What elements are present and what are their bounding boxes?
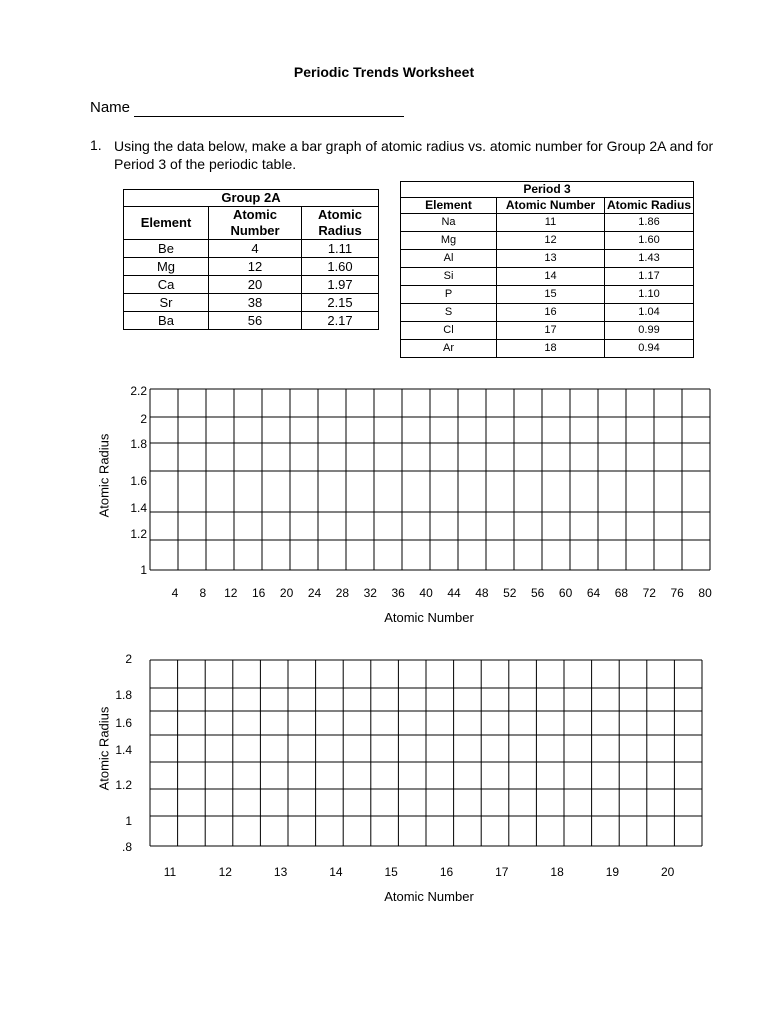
- y-tick-label: 1.6: [115, 716, 132, 730]
- group-2a-row: [124, 258, 379, 276]
- period-3-cell: 17: [497, 322, 605, 340]
- period-3-cell: 18: [497, 340, 605, 358]
- group-2a-row: [124, 312, 379, 330]
- period-3-cell: 1.17: [605, 268, 694, 286]
- group-2a-cell: Sr: [124, 294, 209, 312]
- name-blank-line[interactable]: [134, 116, 404, 117]
- x-tick-label: 64: [586, 586, 601, 600]
- period-3-cell: 15: [497, 286, 605, 304]
- x-tick-label: 72: [642, 586, 656, 600]
- x-tick-label: 60: [558, 586, 573, 600]
- group-2a-table: [123, 189, 379, 330]
- y-tick-label: .8: [121, 840, 132, 854]
- period-3-cell: S: [401, 304, 497, 322]
- x-tick-label: 56: [531, 586, 545, 600]
- x-tick-label: 17: [495, 865, 509, 879]
- group-2a-cell: Ba: [124, 312, 209, 330]
- x-tick-label: 15: [384, 865, 398, 879]
- period-3-row: [401, 214, 694, 232]
- group-2a-cell: 1.11: [302, 240, 379, 258]
- x-tick-label: 13: [273, 865, 288, 879]
- period-3-cell: Cl: [401, 322, 497, 340]
- x-tick-label: 24: [307, 586, 322, 600]
- period-3-cell: Al: [401, 250, 497, 268]
- x-tick-label: 32: [363, 586, 377, 600]
- y-tick-label: 1: [125, 814, 132, 828]
- x-tick-label: 16: [252, 586, 266, 600]
- x-tick-label: 16: [439, 865, 454, 879]
- x-tick-label: 28: [335, 586, 350, 600]
- period-3-cell: 1.10: [605, 286, 694, 304]
- period-3-cell: 0.99: [605, 322, 694, 340]
- period-3-cell: P: [401, 286, 497, 304]
- period-3-row: [401, 340, 694, 358]
- group-2a-cell: 12: [209, 258, 302, 276]
- period-3-cell: Mg: [401, 232, 497, 250]
- group-2a-caption: Group 2A: [124, 190, 379, 207]
- period-3-cell: 1.86: [605, 214, 694, 232]
- name-label: Name: [90, 99, 131, 116]
- period-3-row: [401, 268, 694, 286]
- period-3-cell: Ar: [401, 340, 497, 358]
- group-2a-row: [124, 240, 379, 258]
- group-2a-cell: Mg: [124, 258, 209, 276]
- x-tick-label: 40: [419, 586, 433, 600]
- x-tick-label: 12: [218, 865, 232, 879]
- y-tick-label: 1.6: [130, 474, 147, 488]
- x-tick-label: 19: [605, 865, 620, 879]
- x-tick-label: 68: [614, 586, 629, 600]
- period-3-cell: 1.60: [605, 232, 694, 250]
- x-tick-label: 20: [279, 586, 294, 600]
- x-tick-label: 76: [670, 586, 684, 600]
- period-3-caption: Period 3: [401, 182, 694, 198]
- y-tick-label: 2: [125, 652, 132, 666]
- y-axis-title: Atomic Radius: [96, 706, 112, 791]
- y-tick-label: 2: [140, 412, 147, 426]
- period-3-cell: 1.43: [605, 250, 694, 268]
- period-3-row: [401, 232, 694, 250]
- period-3-row: [401, 250, 694, 268]
- y-tick-label: 1.8: [115, 688, 132, 702]
- group-2a-cell: 1.60: [302, 258, 379, 276]
- period-3-header-radius: Atomic Radius: [605, 198, 694, 214]
- period-3-cell: Na: [401, 214, 497, 232]
- y-axis-title: Atomic Radius: [96, 433, 112, 518]
- group-2a-cell: Be: [124, 240, 209, 258]
- period-3-row: [401, 286, 694, 304]
- x-axis-title: Atomic Number: [384, 610, 474, 625]
- x-tick-label: 52: [503, 586, 517, 600]
- group-2a-cell: Ca: [124, 276, 209, 294]
- group-2a-cell: 56: [209, 312, 302, 330]
- x-tick-label: 18: [550, 865, 564, 879]
- period-3-header-number: Atomic Number: [497, 198, 605, 214]
- x-tick-label: 12: [224, 586, 238, 600]
- x-tick-label: 14: [329, 865, 343, 879]
- x-tick-label: 20: [661, 865, 675, 879]
- group-2a-cell: 2.17: [302, 312, 379, 330]
- period-3-header-element: Element: [401, 198, 497, 214]
- period-3-row: [401, 322, 694, 340]
- period-3-cell: Si: [401, 268, 497, 286]
- group-2a-header-element: Element: [124, 207, 209, 240]
- question-number: 1.: [90, 137, 102, 153]
- group-2a-row: [124, 294, 379, 312]
- y-tick-label: 1.8: [130, 437, 147, 451]
- y-tick-label: 1.2: [130, 527, 147, 541]
- x-tick-label: 80: [698, 586, 712, 600]
- group-2a-row: [124, 276, 379, 294]
- group-2a-cell: 1.97: [302, 276, 379, 294]
- x-tick-label: 36: [391, 586, 405, 600]
- period-3-cell: 12: [497, 232, 605, 250]
- x-tick-label: 48: [475, 586, 489, 600]
- period-3-cell: 11: [497, 214, 605, 232]
- group-2a-cell: 2.15: [302, 294, 379, 312]
- graph-grid: [0, 385, 768, 575]
- y-tick-label: 2.2: [130, 384, 147, 398]
- period-3-cell: 14: [497, 268, 605, 286]
- x-axis-title: Atomic Number: [384, 889, 474, 904]
- period-3-cell: 1.04: [605, 304, 694, 322]
- period-3-cell: 16: [497, 304, 605, 322]
- group-2a-cell: 20: [209, 276, 302, 294]
- x-tick-label: 44: [447, 586, 461, 600]
- x-tick-label: 11: [163, 865, 177, 879]
- y-tick-label: 1: [140, 563, 147, 577]
- period-3-cell: 0.94: [605, 340, 694, 358]
- period-3-table: [400, 181, 694, 358]
- y-tick-label: 1.4: [130, 501, 147, 515]
- y-tick-label: 1.4: [115, 743, 132, 757]
- period-3-row: [401, 304, 694, 322]
- question-text: Using the data below, make a bar graph of atomic radius vs. atomic number for Group 2A and for Period 3 of the periodic table.: [114, 138, 714, 172]
- y-tick-label: 1.2: [115, 778, 132, 792]
- worksheet-title: Periodic Trends Worksheet: [293, 64, 475, 80]
- group-2a-cell: 4: [209, 240, 302, 258]
- x-tick-label: 4: [171, 586, 179, 600]
- group-2a-cell: 38: [209, 294, 302, 312]
- group-2a-header-number: Atomic Number: [209, 207, 302, 240]
- group-2a-header-radius: Atomic Radius: [302, 207, 379, 240]
- period-3-cell: 13: [497, 250, 605, 268]
- x-tick-label: 8: [199, 586, 207, 600]
